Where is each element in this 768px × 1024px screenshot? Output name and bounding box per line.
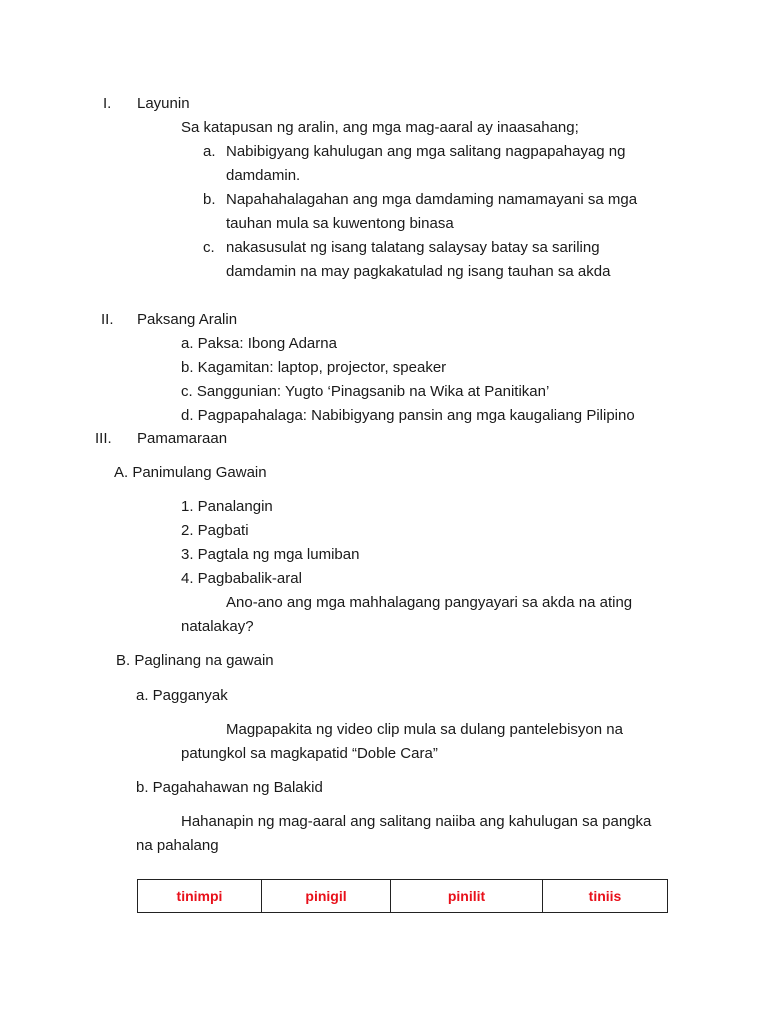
motivation-text: Magpapakita ng video clip mula sa dulang pantelebisyon na (226, 721, 623, 738)
topic-item: a. Paksa: Ibong Adarna (181, 335, 337, 352)
procedure-item: 3. Pagtala ng mga lumiban (181, 546, 360, 563)
topic-item: b. Kagamitan: laptop, projector, speaker (181, 359, 447, 376)
table-cell-word: tiniis (543, 880, 668, 913)
objectives-intro: Sa katapusan ng aralin, ang mga mag-aaral ay inaasahang; (181, 119, 579, 136)
list-marker: a. (203, 143, 216, 160)
topic-item: d. Pagpapahalaga: Nabibigyang pansin ang mga kaugaliang Pilipino (181, 407, 635, 424)
section-heading-paksang-aralin: Paksang Aralin (137, 311, 238, 328)
procedure-item: 2. Pagbati (181, 522, 249, 539)
table-cell-word: pinilit (391, 880, 543, 913)
list-marker: b. (203, 191, 216, 208)
vocabulary-instruction: Hahanapin ng mag-aaral ang salitang naiiba ang kahulugan sa pangka (181, 813, 652, 830)
vocabulary-table (137, 879, 668, 913)
review-question: Ano-ano ang mga mahhalagang pangyayari sa akda na ating (226, 594, 633, 611)
sub-heading-pagganyak: a. Pagganyak (136, 687, 228, 704)
topic-item: c. Sanggunian: Yugto ‘Pinagsanib na Wika at Panitikan’ (181, 383, 550, 400)
procedure-item: 1. Panalangin (181, 498, 273, 515)
procedure-item: 4. Pagbabalik-aral (181, 570, 302, 587)
objective-text: Napahahalagahan ang mga damdaming namamayani sa mga (226, 191, 638, 208)
motivation-text: patungkol sa magkapatid “Doble Cara” (181, 745, 438, 762)
objective-text: tauhan mula sa kuwentong binasa (226, 215, 454, 232)
section-numeral: III. (95, 430, 112, 447)
table-cell-word: pinigil (262, 880, 391, 913)
section-heading-pamamaraan: Pamamaraan (137, 430, 228, 447)
vocabulary-instruction: na pahalang (136, 837, 219, 854)
objective-text: Nabibigyang kahulugan ang mga salitang nagpapahayag ng (226, 143, 626, 160)
section-numeral: II. (101, 311, 114, 328)
section-numeral: I. (103, 95, 112, 112)
part-b-heading: B. Paglinang na gawain (116, 652, 274, 669)
objective-text: nakasusulat ng isang talatang salaysay batay sa sariling (226, 239, 600, 256)
section-heading-layunin: Layunin (137, 95, 190, 112)
sub-heading-balakid: b. Pagahahawan ng Balakid (136, 779, 323, 796)
table-row (138, 880, 668, 913)
objective-text: damdamin na may pagkakatulad ng isang tauhan sa akda (226, 263, 611, 280)
list-marker: c. (203, 239, 215, 256)
objective-text: damdamin. (226, 167, 301, 184)
review-question: natalakay? (181, 618, 254, 635)
table-cell-word: tinimpi (138, 880, 262, 913)
part-a-heading: A. Panimulang Gawain (114, 464, 267, 481)
